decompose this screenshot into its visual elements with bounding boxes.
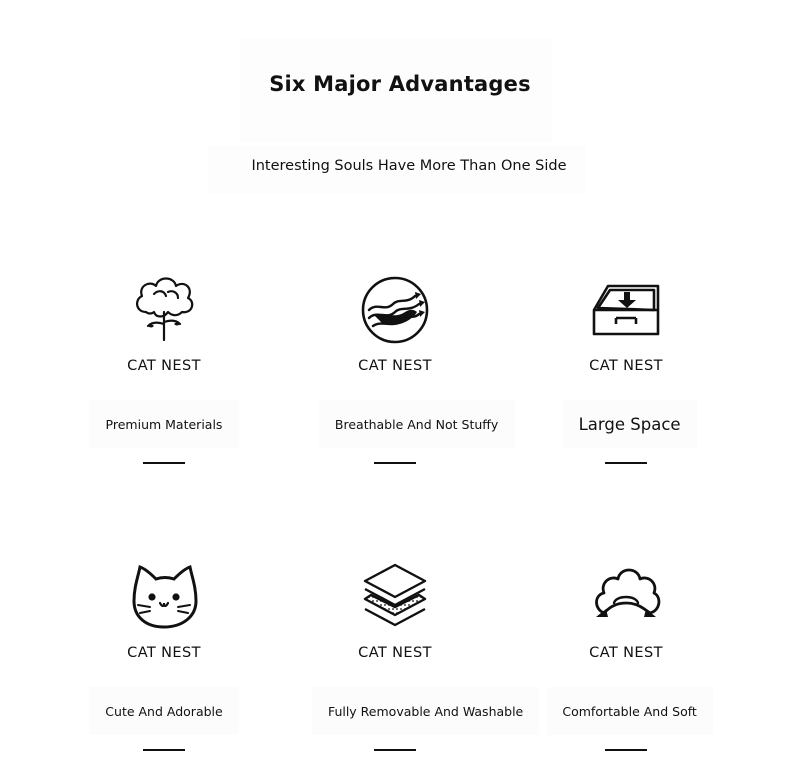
cotton-icon	[124, 272, 204, 344]
feature-pill	[546, 687, 712, 735]
feature-pill	[90, 400, 239, 448]
divider-dash	[374, 462, 416, 464]
divider-dash	[605, 462, 647, 464]
divider-dash	[374, 749, 416, 751]
airflow-icon	[355, 272, 435, 344]
feature-pill	[312, 687, 539, 735]
advantage-card-cute	[74, 559, 254, 759]
feature-pill	[89, 687, 238, 735]
feature-text: Fully Removable And Washable	[327, 703, 524, 719]
feature-text: Premium Materials	[105, 416, 223, 432]
card-label: CAT NEST	[358, 645, 432, 661]
page-title: Six Major Advantages	[269, 72, 531, 96]
page-subtitle: Interesting Souls Have More Than One Side	[251, 158, 567, 174]
card-label: CAT NEST	[358, 358, 432, 374]
card-label: CAT NEST	[589, 358, 663, 374]
card-label: CAT NEST	[127, 358, 201, 374]
feature-text: Comfortable And Soft	[562, 703, 697, 719]
cloud-soft-icon	[586, 559, 666, 631]
card-label: CAT NEST	[127, 645, 201, 661]
layers-icon	[355, 559, 435, 631]
advantage-card-premium-materials	[74, 272, 254, 472]
cat-face-icon	[124, 559, 204, 631]
advantage-card-comfortable	[536, 559, 716, 759]
box-space-icon	[586, 272, 666, 344]
feature-text: Breathable And Not Stuffy	[334, 416, 499, 432]
feature-pill	[319, 400, 514, 448]
feature-text: Large Space	[578, 414, 681, 434]
card-label: CAT NEST	[589, 645, 663, 661]
feature-text: Cute And Adorable	[105, 703, 223, 719]
divider-dash	[605, 749, 647, 751]
divider-dash	[143, 749, 185, 751]
advantage-card-removable	[305, 559, 524, 759]
advantage-card-breathable	[305, 272, 499, 472]
feature-pill	[563, 400, 697, 448]
divider-dash	[143, 462, 185, 464]
advantage-card-large-space	[536, 272, 716, 472]
